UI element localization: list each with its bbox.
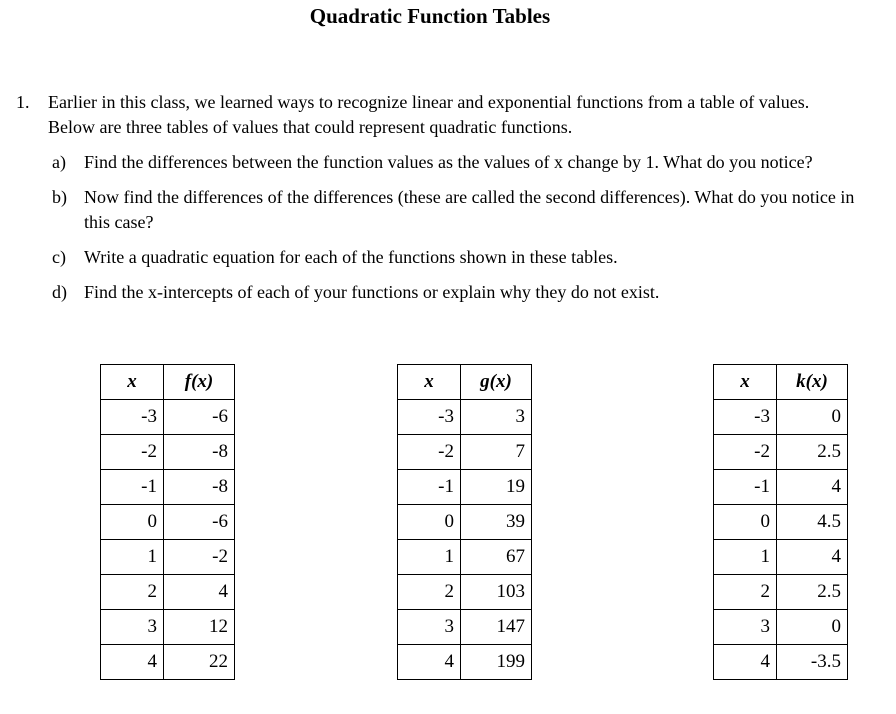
table-row [398, 540, 532, 575]
problem-number: 1. [16, 92, 30, 112]
x-value-cell: -1 [101, 470, 164, 505]
table-row [398, 610, 532, 645]
y-value-cell: 103 [461, 575, 532, 610]
x-value-cell: 4 [398, 645, 461, 680]
y-value-cell: 12 [164, 610, 235, 645]
part-a [52, 150, 856, 175]
table-g [397, 364, 532, 680]
table-row [101, 540, 235, 575]
y-value-cell: 147 [461, 610, 532, 645]
x-value-cell: 0 [398, 505, 461, 540]
x-value-cell: 2 [398, 575, 461, 610]
table-row [101, 470, 235, 505]
problem-parts [52, 150, 856, 305]
x-value-cell: 1 [714, 540, 777, 575]
y-value-cell: 22 [164, 645, 235, 680]
table-row [398, 645, 532, 680]
x-value-cell: 4 [714, 645, 777, 680]
part-text: Now find the differences of the differences (these are called the second differences). What do you notice in this case? [84, 187, 855, 232]
table-row [398, 470, 532, 505]
table-header-row [101, 365, 235, 400]
table-row [101, 400, 235, 435]
x-value-cell: 3 [714, 610, 777, 645]
x-value-cell: 0 [101, 505, 164, 540]
part-letter: c) [52, 247, 66, 267]
y-value-cell: -6 [164, 505, 235, 540]
y-value-cell: 2.5 [777, 575, 848, 610]
table-row [101, 645, 235, 680]
x-value-cell: 4 [101, 645, 164, 680]
y-value-cell: 19 [461, 470, 532, 505]
y-value-cell: 7 [461, 435, 532, 470]
y-header: k(x) [777, 365, 848, 400]
table-row [101, 505, 235, 540]
y-value-cell: 2.5 [777, 435, 848, 470]
table-header-row [714, 365, 848, 400]
y-value-cell: 4 [777, 470, 848, 505]
problem-1 [16, 90, 856, 315]
y-value-cell: 67 [461, 540, 532, 575]
table-row [398, 400, 532, 435]
y-value-cell: -8 [164, 435, 235, 470]
x-header: x [398, 365, 461, 400]
table-row [398, 435, 532, 470]
x-value-cell: -2 [714, 435, 777, 470]
table-k [713, 364, 848, 680]
y-value-cell: -8 [164, 470, 235, 505]
y-value-cell: 0 [777, 400, 848, 435]
part-text: Find the differences between the function values as the values of x change by 1. What do you notice? [84, 152, 813, 172]
x-header: x [101, 365, 164, 400]
table-row [101, 575, 235, 610]
part-text: Find the x-intercepts of each of your functions or explain why they do not exist. [84, 282, 660, 302]
table-row [714, 400, 848, 435]
x-value-cell: -3 [714, 400, 777, 435]
table-f [100, 364, 235, 680]
problem-intro: Earlier in this class, we learned ways to recognize linear and exponential functions from a table of values. Below are three tables of values that could represent quadratic functions. [48, 92, 810, 137]
y-value-cell: 4 [777, 540, 848, 575]
part-letter: d) [52, 282, 67, 302]
y-value-cell: -2 [164, 540, 235, 575]
part-b [52, 185, 856, 235]
x-value-cell: -1 [398, 470, 461, 505]
y-header: g(x) [461, 365, 532, 400]
x-value-cell: -3 [398, 400, 461, 435]
y-value-cell: 39 [461, 505, 532, 540]
table-row [398, 505, 532, 540]
page-title: Quadratic Function Tables [309, 4, 551, 28]
x-value-cell: 3 [101, 610, 164, 645]
table-row [714, 470, 848, 505]
table-row [101, 610, 235, 645]
x-value-cell: 1 [398, 540, 461, 575]
y-value-cell: 199 [461, 645, 532, 680]
x-value-cell: 2 [714, 575, 777, 610]
x-value-cell: -2 [101, 435, 164, 470]
table-row [714, 505, 848, 540]
y-value-cell: -3.5 [777, 645, 848, 680]
part-d [52, 280, 856, 305]
y-value-cell: 0 [777, 610, 848, 645]
x-value-cell: 1 [101, 540, 164, 575]
x-value-cell: -2 [398, 435, 461, 470]
x-value-cell: -3 [101, 400, 164, 435]
part-letter: a) [52, 152, 66, 172]
table-row [398, 575, 532, 610]
x-header: x [714, 365, 777, 400]
table-row [714, 610, 848, 645]
table-row [101, 435, 235, 470]
y-value-cell: 4.5 [777, 505, 848, 540]
table-header-row [398, 365, 532, 400]
y-value-cell: -6 [164, 400, 235, 435]
table-row [714, 645, 848, 680]
part-letter: b) [52, 187, 67, 207]
table-row [714, 540, 848, 575]
x-value-cell: 2 [101, 575, 164, 610]
table-row [714, 435, 848, 470]
part-text: Write a quadratic equation for each of the functions shown in these tables. [84, 247, 618, 267]
table-row [714, 575, 848, 610]
x-value-cell: 0 [714, 505, 777, 540]
part-c [52, 245, 856, 270]
x-value-cell: 3 [398, 610, 461, 645]
y-value-cell: 3 [461, 400, 532, 435]
y-value-cell: 4 [164, 575, 235, 610]
x-value-cell: -1 [714, 470, 777, 505]
y-header: f(x) [164, 365, 235, 400]
